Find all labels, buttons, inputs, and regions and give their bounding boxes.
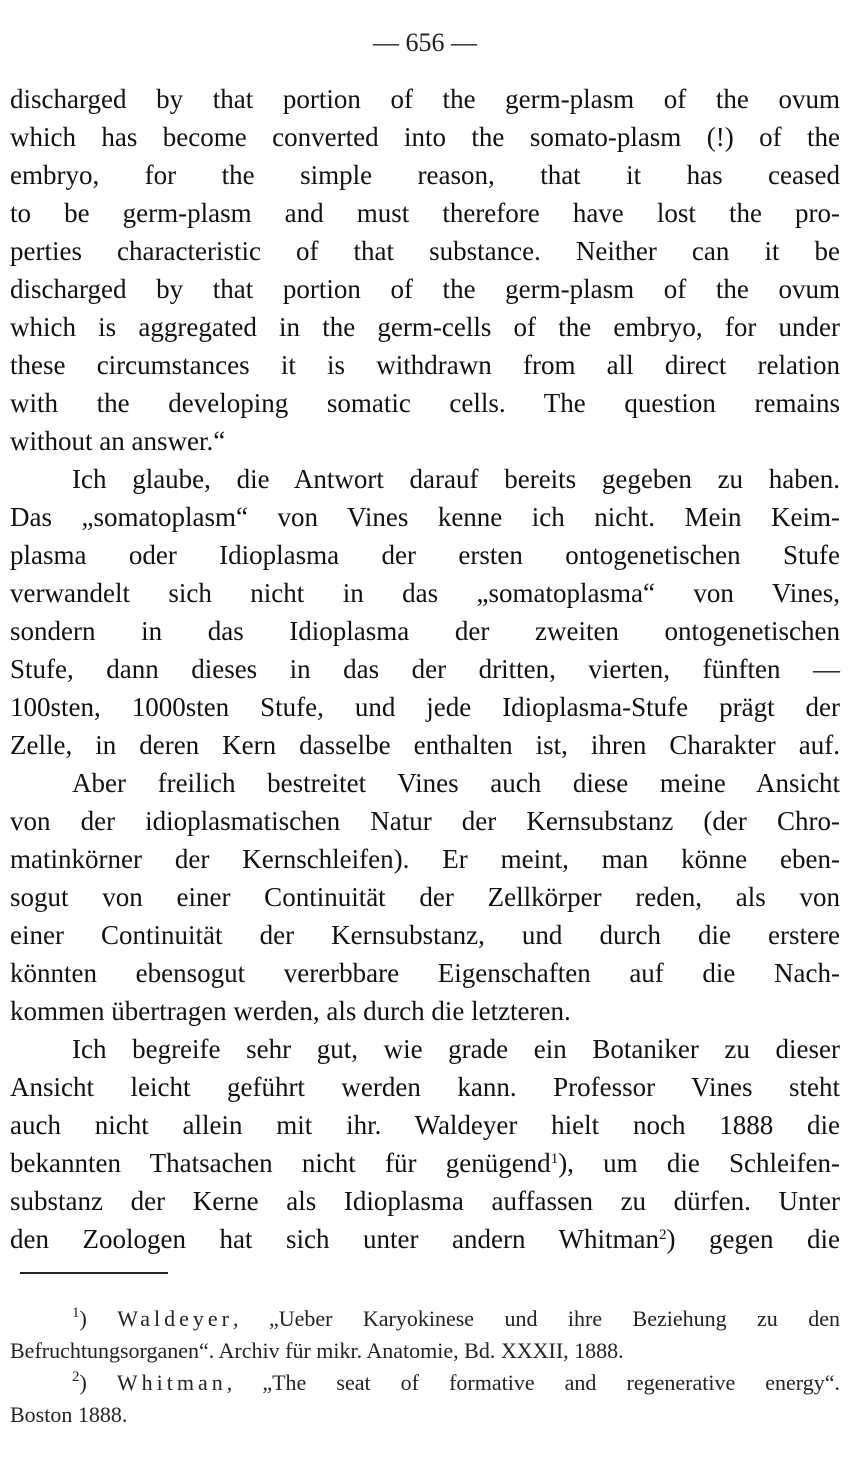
footnote-2: $^2$) Whitman, „The seat of formative and regenerative energy“. xyxy=(72,1369,841,1395)
author-name: Whitman xyxy=(116,1370,227,1395)
footnote-marker: 1 xyxy=(72,1305,80,1321)
footnote-1-cont: Befruchtungsorganen“. Archiv für mikr. Anatomie, Bd. XXXII, 1888. xyxy=(10,1338,624,1363)
text-line: embryo, for the simple reason, that it has ceased xyxy=(10,160,840,190)
footnote-ref-2[interactable]: 2 xyxy=(659,1227,667,1243)
text-line: auch nicht allein mit ihr. Waldeyer hielt noch 1888 die xyxy=(10,1110,840,1140)
main-text xyxy=(10,80,840,1258)
text-line: with the developing somatic cells. The question remains xyxy=(10,388,840,418)
text-line xyxy=(10,1144,840,1182)
text-segment: ) gegen die xyxy=(666,1224,840,1254)
text-line: without an answer.“ xyxy=(10,426,226,456)
footnote-text: , „The seat of formative and regenerative energy“. xyxy=(226,1370,841,1395)
text-line: substanz der Kerne als Idioplasma auffassen zu dürfen. Unter xyxy=(10,1186,840,1216)
text-line: Zelle, in deren Kern dasselbe enthalten ist, ihren Charakter auf. xyxy=(10,730,840,760)
footnote-marker: 2 xyxy=(72,1369,80,1385)
text-segment: ), um die Schleifen- xyxy=(558,1148,840,1178)
text-line: 100sten, 1000sten Stufe, und jede Idioplasma-Stufe prägt der xyxy=(10,692,840,722)
text-line: einer Continuität der Kernsubstanz, und durch die erstere xyxy=(10,920,840,950)
text-line: Stufe, dann dieses in das der dritten, vierten, fünften — xyxy=(10,654,840,684)
text-line xyxy=(10,1220,840,1258)
text-line: Ich begreife sehr gut, wie grade ein Botaniker zu dieser xyxy=(72,1034,840,1064)
footnote-text: , „Ueber Karyokinese und ihre Beziehung zu den xyxy=(233,1306,840,1331)
footnote-ref-1[interactable]: 1 xyxy=(550,1151,559,1167)
text-line: sondern in das Idioplasma der zweiten ontogenetischen xyxy=(10,616,840,646)
text-line: matinkörner der Kernschleifen). Er meint, man könne eben- xyxy=(10,844,840,874)
text-line: to be germ-plasm and must therefore have lost the pro- xyxy=(10,198,840,228)
text-line: discharged by that portion of the germ-plasm of the ovum xyxy=(10,274,840,304)
text-line: Aber freilich bestreitet Vines auch diese meine Ansicht xyxy=(72,768,840,798)
text-line: von der idioplasmatischen Natur der Kernsubstanz (der Chro- xyxy=(10,806,840,836)
text-line: verwandelt sich nicht in das „somatoplasma“ von Vines, xyxy=(10,578,840,608)
page-number: — 656 — xyxy=(373,28,477,57)
footnote-divider xyxy=(20,1272,168,1274)
text-segment: den Zoologen hat sich unter andern Whitman xyxy=(10,1224,659,1254)
text-line: könnten ebensogut vererbbare Eigenschaften auf die Nach- xyxy=(10,958,840,988)
text-line: Ich glaube, die Antwort darauf bereits gegeben zu haben. xyxy=(72,464,840,494)
footnote-2-cont: Boston 1888. xyxy=(10,1402,128,1427)
footnote-1: $^1$) Waldeyer, „Ueber Karyokinese und ihre Beziehung zu den xyxy=(72,1305,840,1331)
text-line: sogut von einer Continuität der Zellkörper reden, als von xyxy=(10,882,840,912)
text-line: kommen übertragen werden, als durch die letzteren. xyxy=(10,996,571,1026)
author-name: Waldeyer xyxy=(117,1306,234,1331)
text-line: which has become converted into the somato-plasm (!) of the xyxy=(10,122,840,152)
text-line: which is aggregated in the germ-cells of the embryo, for under xyxy=(10,312,840,342)
text-line: perties characteristic of that substance. Neither can it be xyxy=(10,236,840,266)
text-line: these circumstances it is withdrawn from all direct relation xyxy=(10,350,840,380)
text-line: Ansicht leicht geführt werden kann. Professor Vines steht xyxy=(10,1072,840,1102)
text-segment: bekannten Thatsachen nicht für genügend xyxy=(10,1148,551,1178)
text-line: Das „somatoplasm“ von Vines kenne ich nicht. Mein Keim- xyxy=(10,502,840,532)
text-line: discharged by that portion of the germ-plasm of the ovum xyxy=(10,84,840,114)
footnotes xyxy=(10,1303,840,1431)
text-line: plasma oder Idioplasma der ersten ontogenetischen Stufe xyxy=(10,540,840,570)
